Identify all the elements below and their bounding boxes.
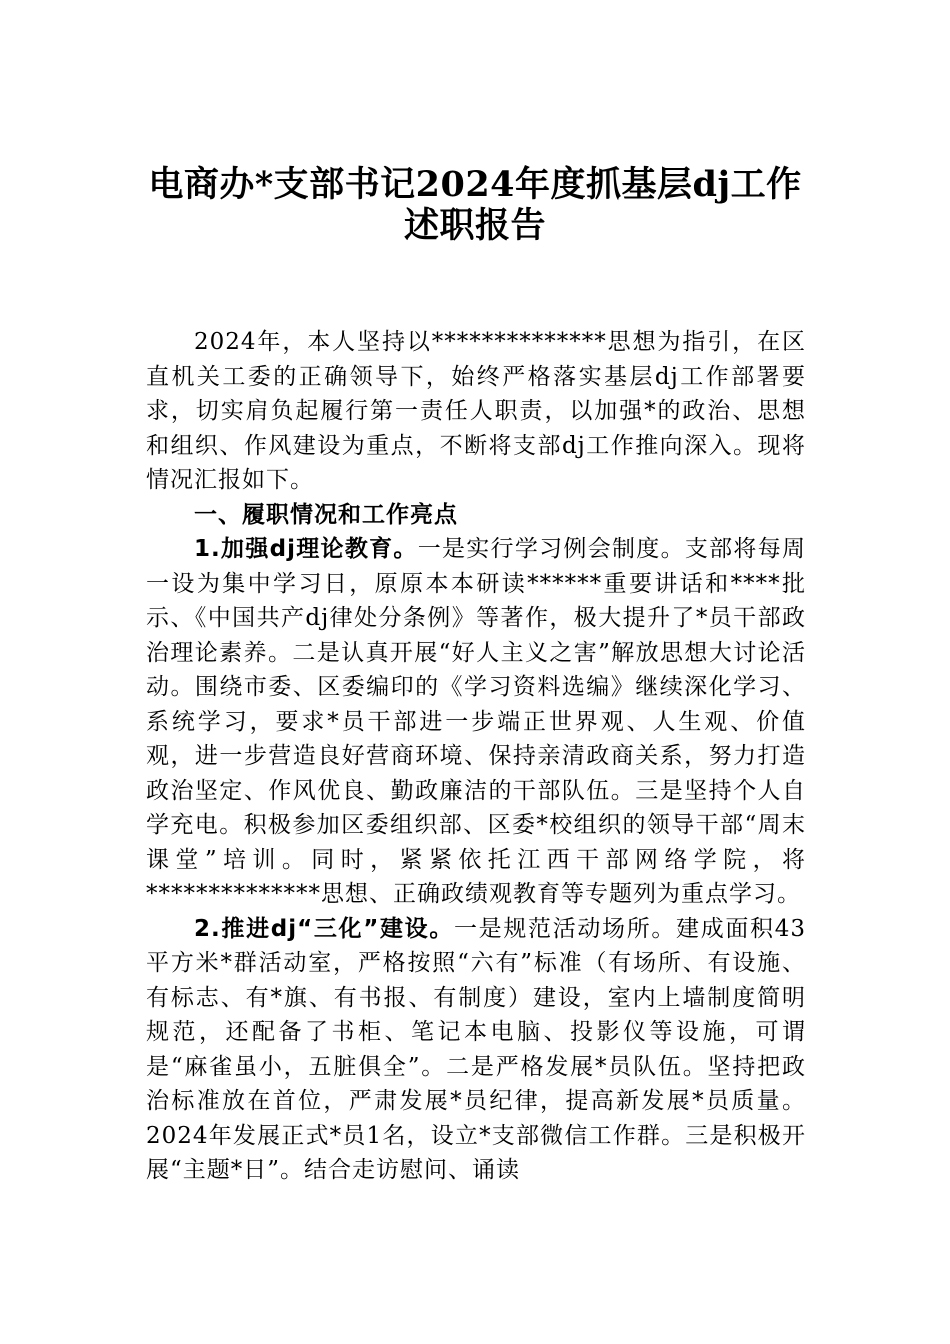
section-heading-1: 一、履职情况和工作亮点: [194, 501, 458, 528]
document-title-line-1: 电商办*支部书记2024年度抓基层dj工作: [148, 164, 802, 205]
document-body: [146, 325, 806, 1188]
item-1-paragraph: [146, 532, 806, 912]
item-2-lead: 2.推进dj“三化”建设。: [194, 915, 455, 942]
item-1-text: 一是实行学习例会制度。支部将每周一设为集中学习日，原原本本研读******重要讲话和****批示、《中国共产dj律处分条例》等著作，极大提升了*员干部政治理论素养。二是认真开展“好人主义之害”解放思想大讨论活动。围绕市委、区委编印的《学习资料选编》继续深化学习、系统学习，要求*员干部进一步端正世界观、人生观、价值观，进一步营造良好营商环境、保持亲清政商关系，努力打造政治坚定、作风优良、勤政廉洁的干部队伍。三是坚持个人自学充电。积极参加区委组织部、区委*校组织的领导干部“周末课堂”培训。同时，紧紧依托江西干部网络学院，将**************思想、正确政绩观教育等专题列为重点学习。: [146, 536, 807, 907]
item-1-lead: 1.加强dj理论教育。: [194, 536, 418, 562]
item-2-paragraph: [146, 912, 806, 1188]
item-2-text: 一是规范活动场所。建成面积43平方米*群活动室，严格按照“六有”标准（有场所、有设施、有标志、有*旗、有书报、有制度）建设，室内上墙制度简明规范，还配备了书柜、笔记本电脑、投影仪等设施，可谓是“麻雀虽小，五脏俱全”。二是严格发展*员队伍。坚持把政治标准放在首位，严肃发展*员纪律，提高新发展*员质量。2024年发展正式*员1名，设立*支部微信工作群。三是积极开展“主题*日”。结合走访慰问、诵读: [146, 915, 806, 1183]
intro-paragraph: 2024年，本人坚持以**************思想为指引，在区直机关工委的正确领导下，始终严格落实基层dj工作部署要求，切实肩负起履行第一责任人职责，以加强*的政治、思想和组织、作风建设为重点，不断将支部dj工作推向深入。现将情况汇报如下。: [146, 329, 806, 493]
document-title-line-2: 述职报告: [403, 205, 546, 246]
